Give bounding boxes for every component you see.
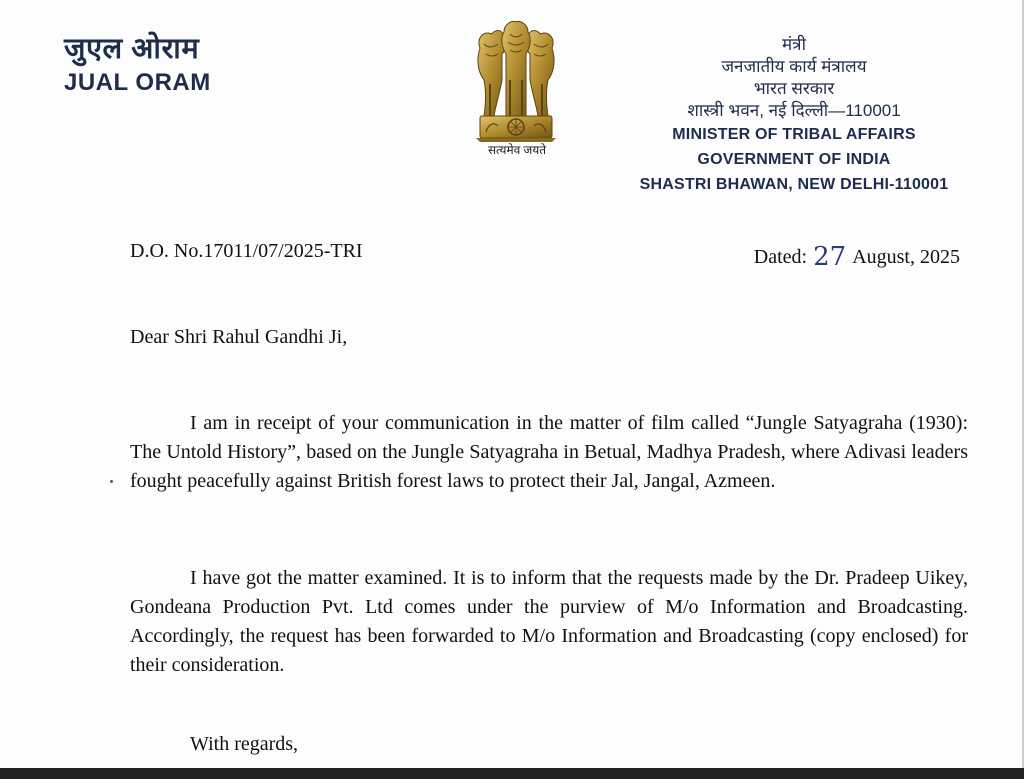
sender-name-hindi: जुएल ओराम [64, 33, 200, 65]
sender-block [64, 32, 211, 100]
sender-name-english: JUAL ORAM [64, 69, 211, 96]
do-number: D.O. No.17011/07/2025-TRI [130, 240, 363, 262]
paragraph-1: I am in receipt of your communication in the matter of film called “Jungle Satyagraha (1930): The Untold History”, based on the Jungle Satyagraha in Betual, Madhya Pradesh, where Adivasi leaders fought peacefully against British forest laws to protect their Jal, Jangal, Azmeen. [130, 412, 968, 492]
paper-speck [110, 480, 113, 483]
emblem-motto: सत्यमेव जयते [487, 143, 547, 157]
office-hindi-line-4: शास्त्री भवन, नई दिल्ली—110001 [687, 101, 901, 120]
dated-day-handwritten: 27 [813, 242, 847, 272]
salutation: Dear Shri Rahul Gandhi Ji, [130, 326, 348, 348]
paragraph-2: I have got the matter examined. It is to inform that the requests made by the Dr. Pradeep Uikey, Gondeana Production Pvt. Ltd comes under the purview of M/o Information and Broadcasting. Accordingly, the request has been forwarded to M/o Information and Broadcasting (copy enclosed) for their consideration. [130, 567, 968, 676]
office-block [614, 34, 974, 197]
dated-block [754, 240, 960, 270]
office-english-line-3: SHASTRI BHAWAN, NEW DELHI-110001 [639, 176, 949, 193]
office-hindi-line-2: जनजातीय कार्य मंत्रालय [721, 57, 867, 76]
office-hindi-line-1: मंत्री [782, 35, 806, 54]
bottom-strip [0, 768, 1024, 779]
office-english-line-2: GOVERNMENT OF INDIA [697, 151, 891, 168]
office-english-line-1: MINISTER OF TRIBAL AFFAIRS [672, 126, 916, 143]
dated-label: Dated: [753, 246, 808, 268]
office-hindi-line-3: भारत सरकार [753, 79, 835, 98]
dated-month-year: August, 2025 [852, 246, 960, 268]
closing: With regards, [190, 733, 299, 755]
